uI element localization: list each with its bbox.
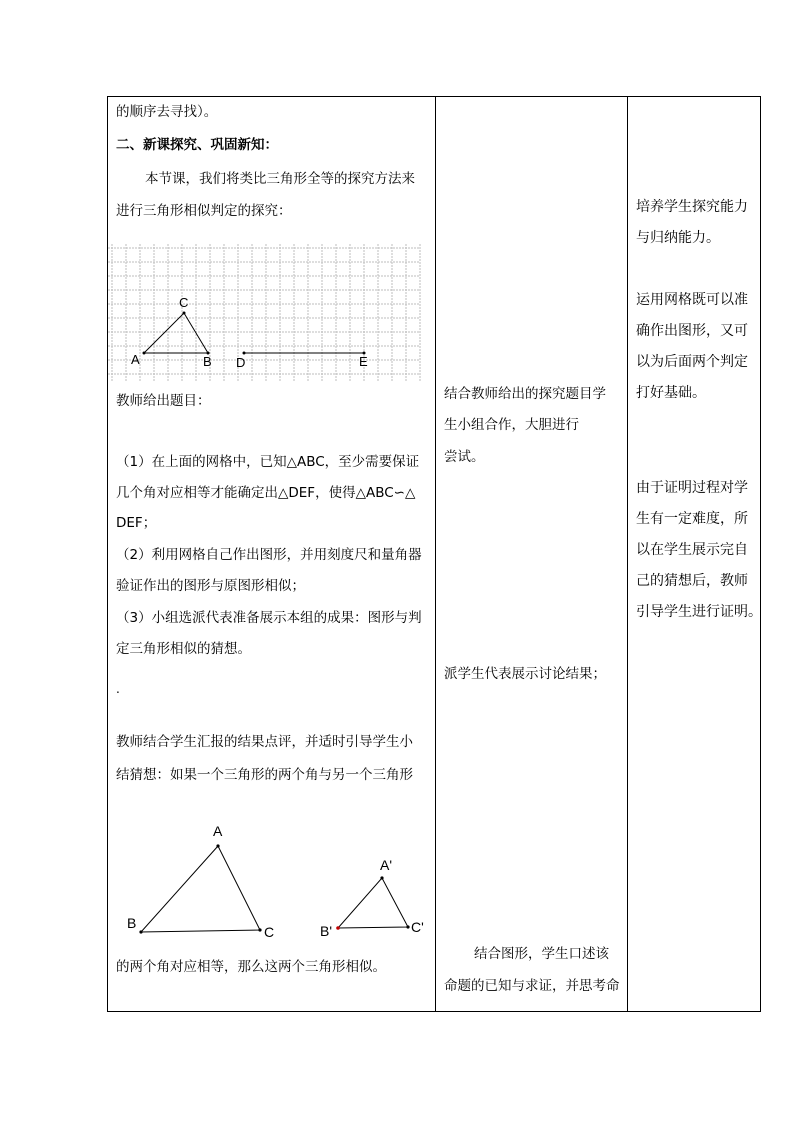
paragraph-line: 教师给出题目： [116,393,211,409]
activity-line: 结合教师给出的探究题目学 [444,386,606,402]
section-heading: 二、新课探究、巩固新知： [116,137,278,153]
point [183,312,186,315]
vertex-label-b-prime: B' [320,923,333,939]
point-label-a: A [131,352,140,367]
question-line: （2）利用网格自己作出图形，并用刻度尺和量角器 [116,547,422,563]
point [336,926,340,930]
point-label-e: E [359,354,368,369]
vertex-label-c: C [264,924,275,940]
paragraph-line: 结猜想：如果一个三角形的两个角与另一个三角形 [116,767,413,783]
question-line: （3）小组选派代表准备展示本组的成果：图形与判 [116,610,422,626]
activity-line: 结合图形，学生口述该 [474,946,609,962]
vertex-label-a: A [213,823,223,839]
intent-line: 生有一定难度，所 [636,511,748,527]
point-label-c: C [179,295,189,310]
intent-line: 己的猜想后，教师 [636,573,748,589]
question-line: 几个角对应相等才能确定出△DEF，使得△ABC∽△ [116,485,416,501]
question-line: （1）在上面的网格中，已知△ABC，至少需要保证 [116,454,420,470]
point [258,928,261,931]
point [380,876,383,879]
point [406,925,409,928]
intent-line: 培养学生探究能力 [636,199,748,215]
vertex-label-a-prime: A' [380,857,393,873]
point [216,844,219,847]
column-divider-2 [627,97,628,1011]
paragraph-line: 的两个角对应相等，那么这两个三角形相似。 [116,959,386,975]
triangle-abc-small [338,878,408,928]
column-divider-1 [435,97,436,1011]
intent-line: 以在学生展示完自 [636,542,748,558]
point [143,352,146,355]
grid-figure [108,244,420,382]
intent-line: 由于证明过程对学 [636,480,748,496]
stray-dot: . [116,682,120,696]
paragraph-line: 教师结合学生汇报的结果点评，并适时引导学生小 [116,734,413,750]
intent-line: 引导学生进行证明。 [636,604,762,620]
similar-triangles-figure [130,835,430,945]
activity-line: 派学生代表展示讨论结果； [444,666,606,682]
point-label-d: D [236,355,246,370]
vertex-label-c-prime: C' [411,919,424,935]
activity-line: 生小组合作，大胆进行 [444,417,579,433]
paragraph-line: 进行三角形相似判定的探究： [116,203,292,219]
intent-line: 确作出图形，又可 [636,323,748,339]
text-line: 的顺序去寻找）。 [116,104,218,120]
point-label-b: B [203,354,212,369]
question-line: 定三角形相似的猜想。 [116,641,251,657]
intent-line: 以为后面两个判定 [636,354,748,370]
activity-line: 命题的已知与求证，并思考命 [444,978,620,994]
activity-line: 尝试。 [444,449,485,465]
point [139,930,142,933]
question-line: DEF； [116,515,157,531]
paragraph-line: 本节课，我们将类比三角形全等的探究方法来 [145,171,415,187]
vertex-label-b: B [127,915,137,931]
intent-line: 运用网格既可以准 [636,292,748,308]
intent-line: 与归纳能力。 [636,230,720,246]
triangle-abc-large [141,846,260,932]
intent-line: 打好基础。 [636,385,706,401]
question-line: 验证作出的图形与原图形相似； [116,578,305,594]
